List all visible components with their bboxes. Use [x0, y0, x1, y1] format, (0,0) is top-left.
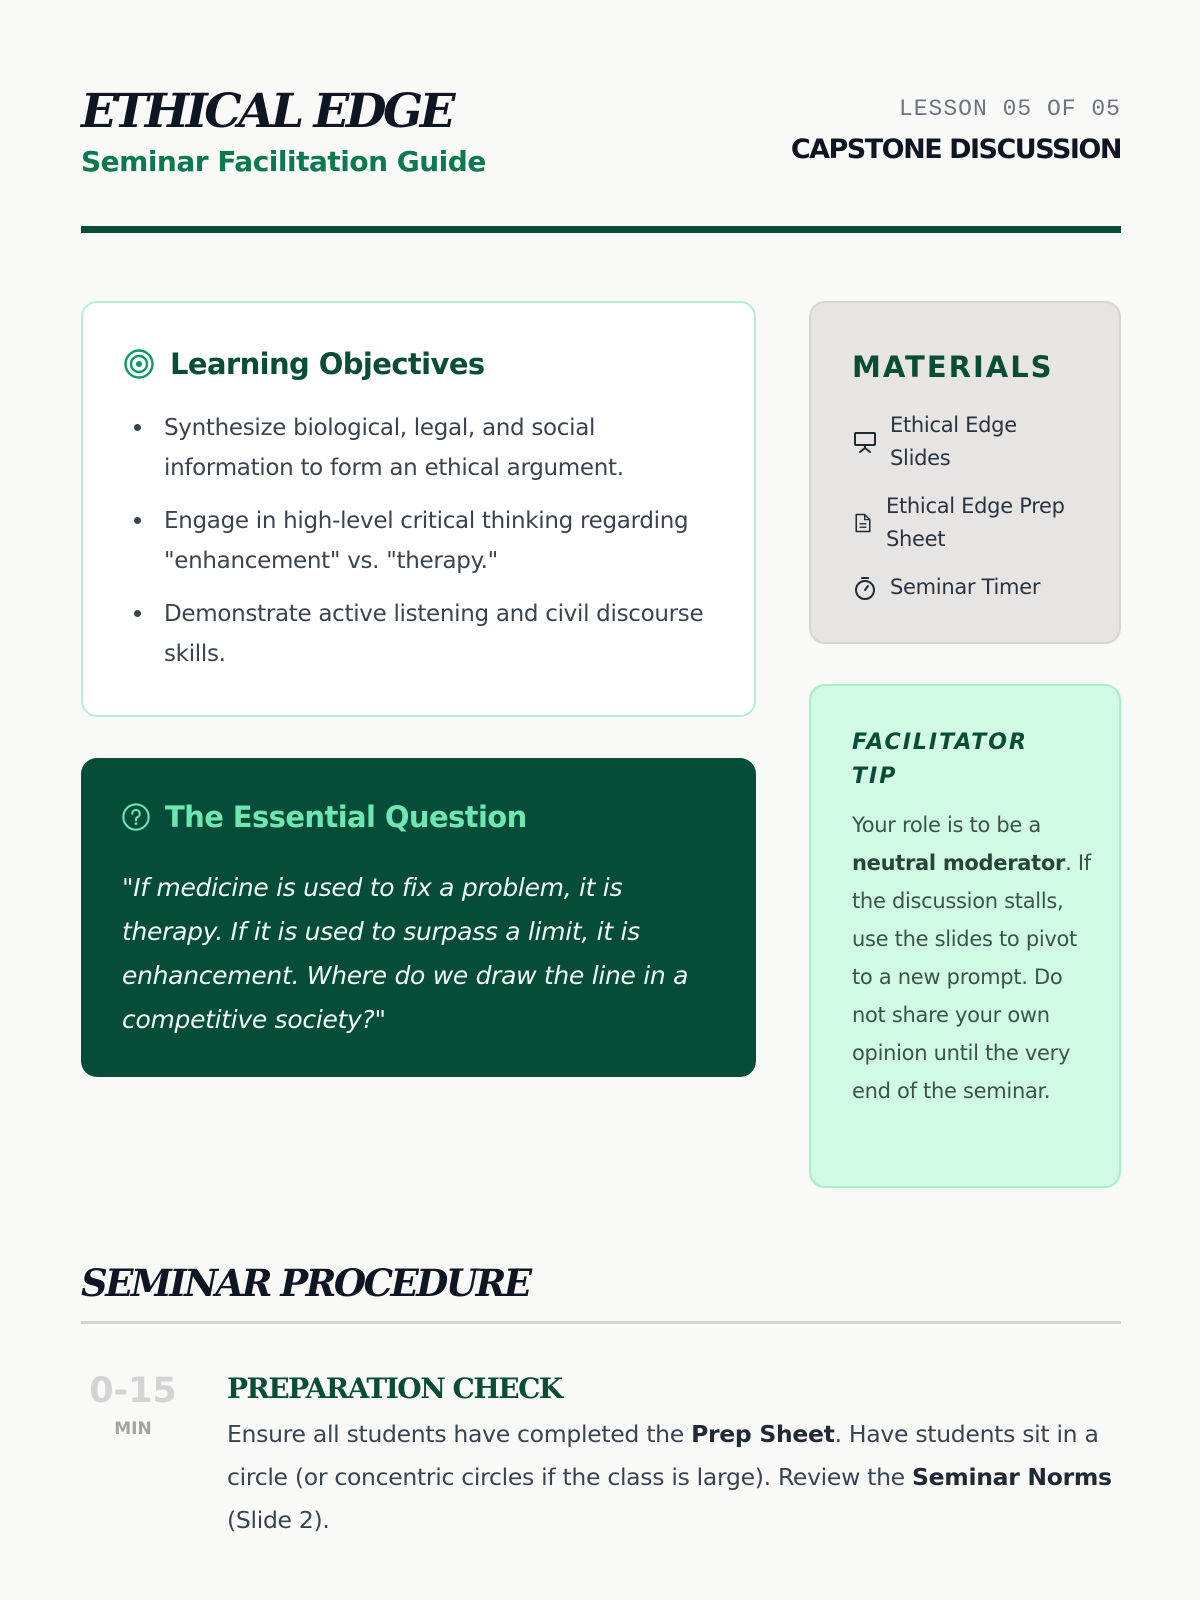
procedure-title: SEMINAR PROCEDURE — [81, 1261, 530, 1305]
lesson-number: LESSON 05 OF 05 — [898, 96, 1121, 122]
objective-text: Demonstrate active listening and civil discourse skills. — [164, 601, 704, 667]
tip-text-part: Your role is to be a — [852, 813, 1041, 837]
help-circle-icon — [121, 802, 151, 832]
lesson-name: CAPSTONE DISCUSSION — [790, 134, 1121, 165]
objectives-heading — [123, 345, 485, 383]
step-range: 0-15 — [89, 1371, 177, 1411]
step-duration — [81, 1370, 185, 1441]
step-emphasis: Seminar Norms — [912, 1463, 1112, 1491]
list-item — [123, 501, 723, 581]
step-title: PREPARATION CHECK — [227, 1372, 562, 1405]
material-label: Ethical Edge Slides — [890, 413, 1017, 470]
tip-text-part: . If the discussion stalls, use the slides to pivot to a new prompt. Do not share your own opinion until the very end of the seminar. — [852, 851, 1091, 1103]
step-description — [227, 1413, 1127, 1542]
guide-subtitle: Seminar Facilitation Guide — [81, 145, 486, 178]
objective-text: Engage in high-level critical thinking regarding "enhancement" vs. "therapy." — [164, 508, 689, 574]
bullet-icon — [134, 424, 141, 431]
essential-question-card — [81, 758, 756, 1077]
material-label: Ethical Edge Prep Sheet — [886, 494, 1065, 551]
question-title: The Essential Question — [165, 800, 527, 834]
document-icon — [852, 510, 874, 536]
material-item — [852, 490, 1086, 556]
essential-question-text: "If medicine is used to fix a problem, it is therapy. If it is used to surpass a limit, it is enhancement. Where do we draw the line in a competitive society?" — [122, 873, 689, 1034]
materials-card — [809, 301, 1121, 644]
bullet-icon — [134, 517, 141, 524]
tip-emphasis: neutral moderator — [852, 851, 1066, 875]
list-item — [123, 408, 723, 488]
learning-objectives-card — [81, 301, 756, 717]
step-text-part: . Have students sit in a circle (or concentric circles if the class is large). Review the — [227, 1420, 1099, 1491]
material-label: Seminar Timer — [890, 575, 1041, 599]
presentation-icon — [852, 429, 878, 455]
material-item — [852, 571, 1040, 604]
target-icon — [123, 348, 155, 380]
procedure-divider — [81, 1321, 1121, 1324]
timer-icon — [852, 575, 878, 601]
bullet-icon — [134, 610, 141, 617]
step-text-part: Ensure all students have completed the — [227, 1420, 692, 1448]
tip-text — [852, 806, 1097, 1110]
material-item — [852, 409, 1050, 475]
facilitator-tip-card — [809, 684, 1121, 1188]
question-heading — [121, 798, 527, 836]
page-header — [81, 84, 1121, 194]
objectives-list — [123, 408, 723, 687]
brand-title: ETHICAL EDGE — [81, 84, 453, 139]
materials-title: MATERIALS — [852, 350, 1054, 384]
step-emphasis: Prep Sheet — [691, 1420, 835, 1448]
header-divider — [81, 226, 1121, 233]
step-text-part: (Slide 2). — [227, 1506, 330, 1534]
objectives-title: Learning Objectives — [170, 347, 485, 381]
objective-text: Synthesize biological, legal, and social information to form an ethical argument. — [164, 415, 624, 481]
list-item — [123, 594, 723, 674]
step-unit: MIN — [114, 1419, 152, 1439]
tip-title: FACILITATOR TIP — [852, 730, 1028, 789]
